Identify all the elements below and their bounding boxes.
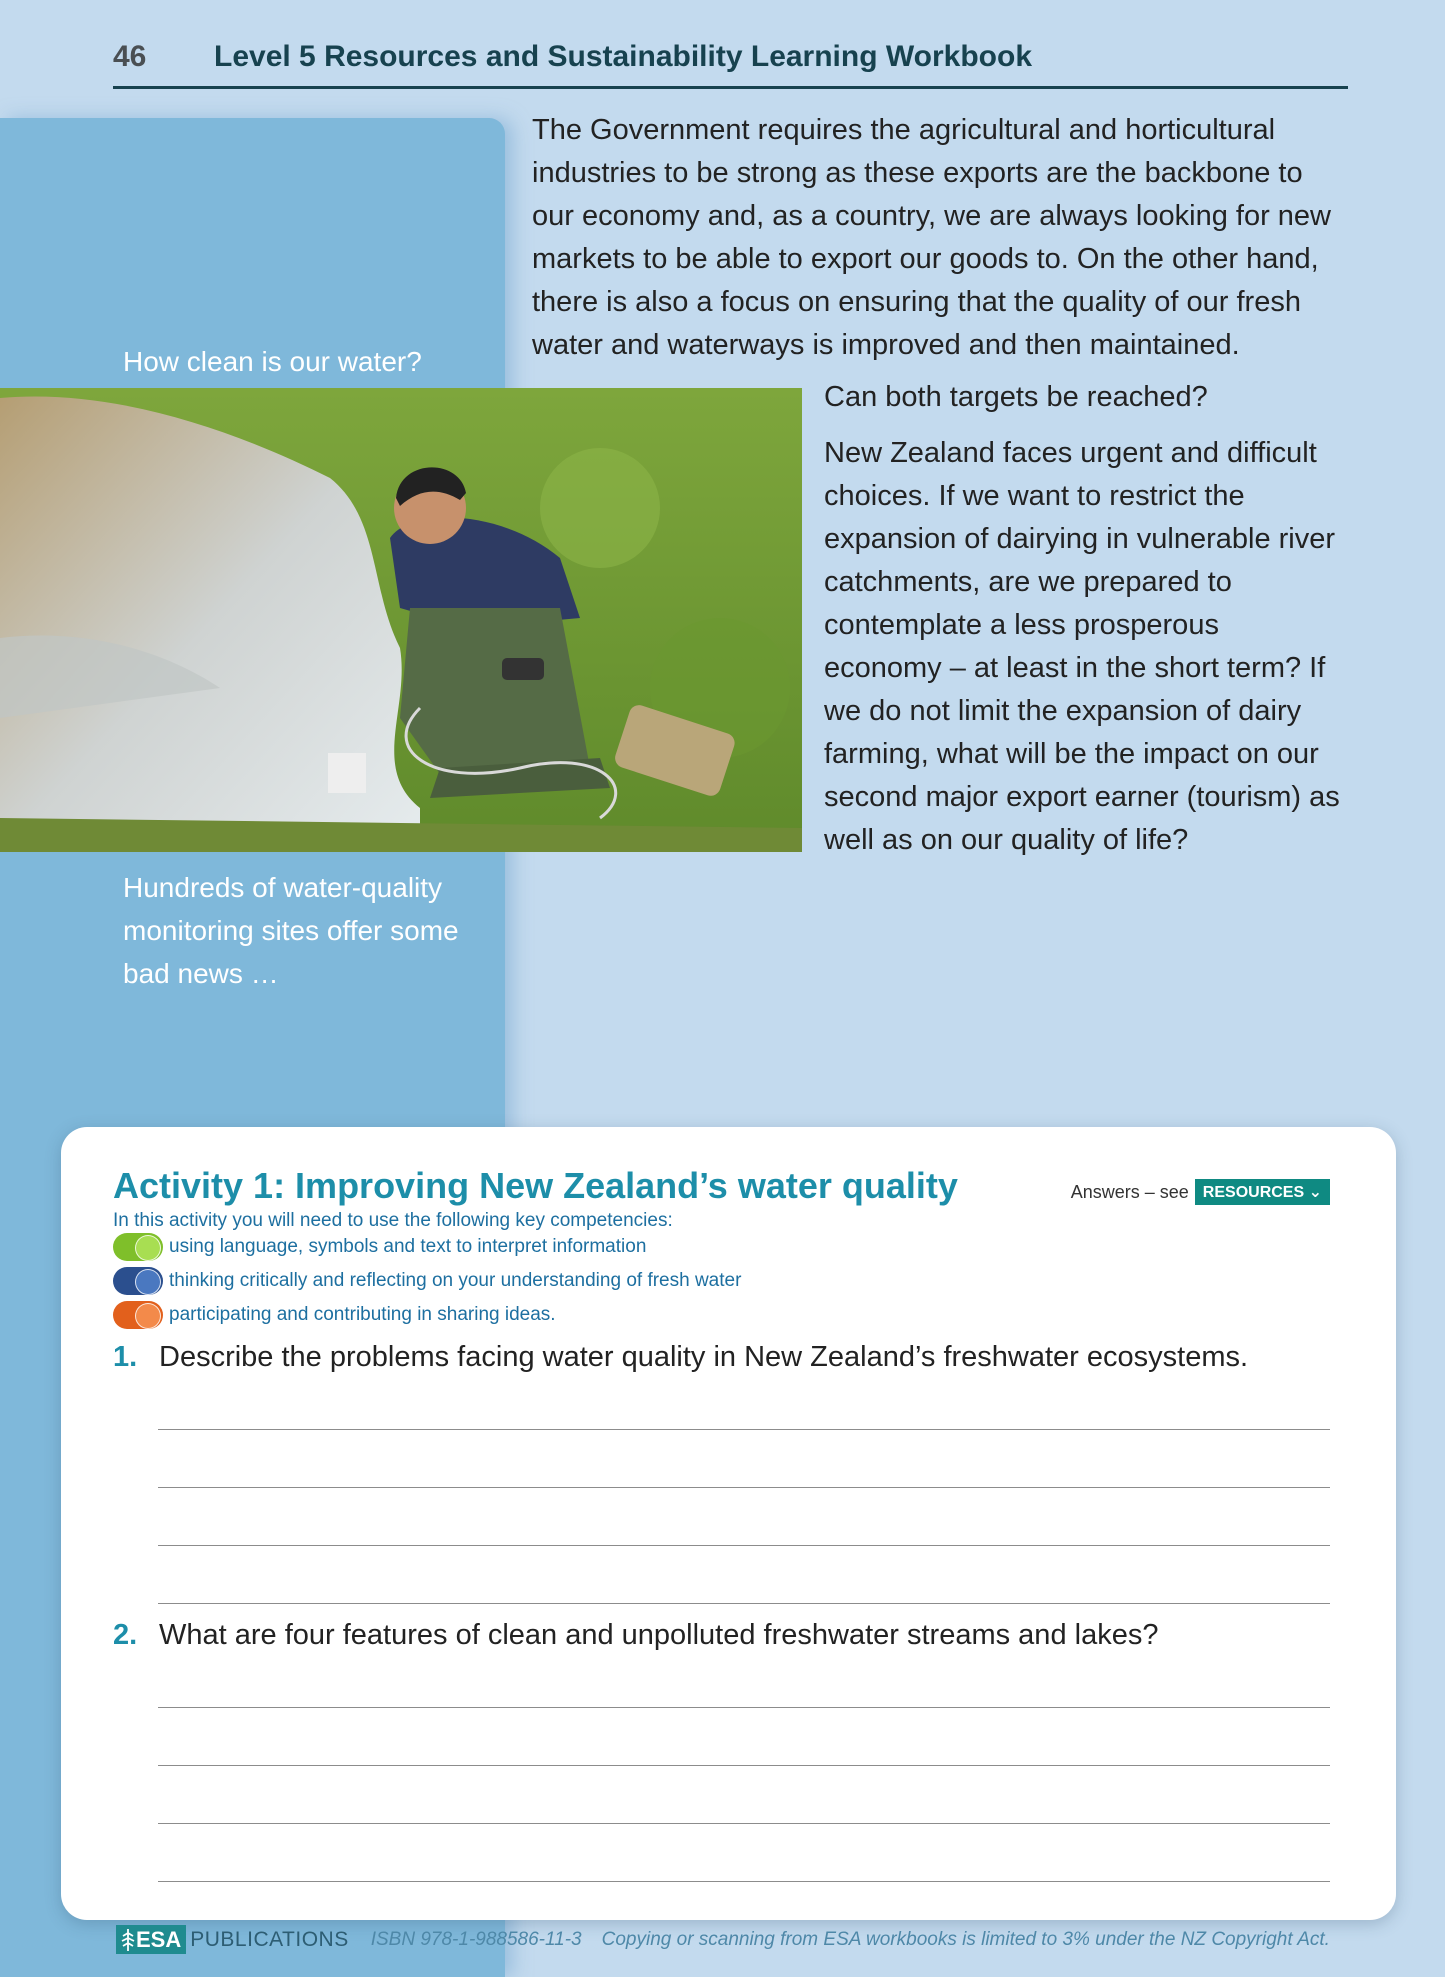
answer-line[interactable] <box>158 1765 1330 1766</box>
activity-title: Activity 1: Improving New Zealand’s water quality <box>113 1165 958 1206</box>
choices-paragraph: New Zealand faces urgent and difficult choices. If we want to restrict the expansion of dairying in vulnerable river catchments, are we prepared to contemplate a less prosperous economy – at least in the short term? If we do not limit the expansion of dairy farming, what will be the impact on our second major export earner (tourism) as well as on our quality of life? <box>824 437 1340 856</box>
answer-line[interactable] <box>158 1429 1330 1430</box>
competency-label: participating and contributing in sharing ideas. <box>169 1304 556 1325</box>
competency-thinking <box>113 1267 741 1295</box>
answer-line[interactable] <box>158 1603 1330 1604</box>
page-number: 46 <box>113 40 147 73</box>
answers-label: Answers – see <box>1070 1181 1189 1202</box>
isbn: ISBN 978-1-988586-11-3 <box>370 1928 582 1950</box>
intro-paragraph: The Government requires the agricultural and horticultural industries to be strong as these exports are the backbone to our economy and, as a country, we are always looking for new markets to be able to export our goods to. On the other hand, there is also a focus on ensuring that the quality of our fresh water and waterways is improved and then maintained. <box>532 114 1331 361</box>
esa-logo <box>116 1925 186 1954</box>
answer-line[interactable] <box>158 1881 1330 1882</box>
water-testing-photo <box>0 388 802 852</box>
photo-caption-bottom: Hundreds of water-quality monitoring sites offer some bad news … <box>123 872 459 989</box>
book-title: Level 5 Resources and Sustainability Learning Workbook <box>214 40 1032 73</box>
page-header <box>113 28 1348 89</box>
green-toggle-icon <box>113 1233 163 1261</box>
publisher-name: PUBLICATIONS <box>190 1927 349 1951</box>
copyright-notice: Copying or scanning from ESA workbooks is limited to 3% under the NZ Copyright Act. <box>601 1928 1330 1950</box>
answer-line[interactable] <box>158 1487 1330 1488</box>
page-footer <box>116 1925 1330 1954</box>
resources-button[interactable]: RESOURCES ⌄ <box>1195 1179 1330 1205</box>
fern-icon <box>120 1928 136 1952</box>
competency-label: thinking critically and reflecting on your understanding of fresh water <box>169 1270 742 1291</box>
question-text: What are four features of clean and unpolluted freshwater streams and lakes? <box>159 1619 1159 1651</box>
answer-line[interactable] <box>158 1707 1330 1708</box>
photo-caption-top: How clean is our water? <box>123 346 422 377</box>
targets-question: Can both targets be reached? <box>824 381 1208 413</box>
orange-toggle-icon <box>113 1301 163 1329</box>
competencies-intro: In this activity you will need to use the following key competencies: <box>113 1210 673 1231</box>
question-text: Describe the problems facing water quality in New Zealand’s freshwater ecosystems. <box>159 1341 1249 1373</box>
answer-line[interactable] <box>158 1545 1330 1546</box>
activity-card <box>61 1127 1396 1920</box>
answers-reference <box>1071 1179 1330 1205</box>
competency-participating <box>113 1301 556 1329</box>
competency-language <box>113 1233 646 1261</box>
blue-toggle-icon <box>113 1267 163 1295</box>
esa-logo-text: ESA <box>136 1927 182 1952</box>
answer-line[interactable] <box>158 1823 1330 1824</box>
competency-label: using language, symbols and text to interpret information <box>169 1236 647 1257</box>
question-number: 1. <box>113 1341 138 1373</box>
question-number: 2. <box>113 1619 138 1651</box>
